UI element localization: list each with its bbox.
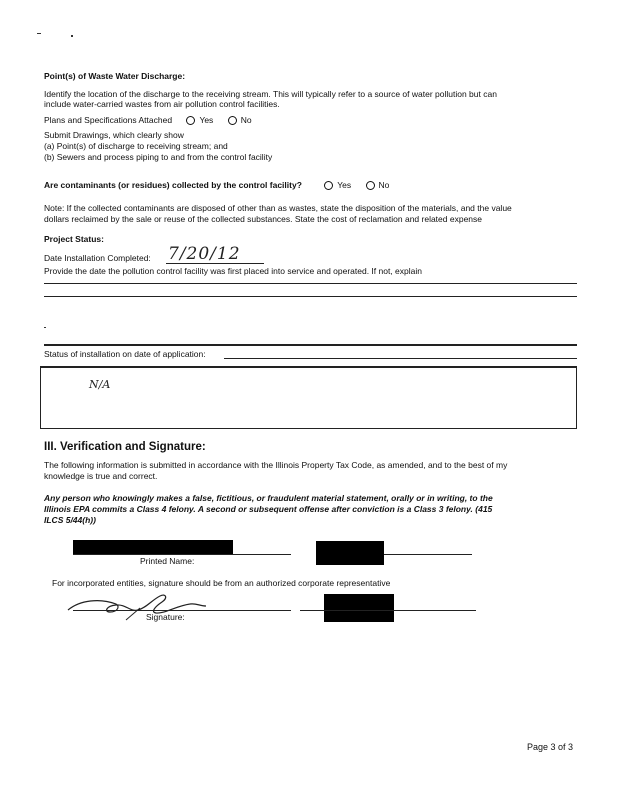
date-installation-label: Date Installation Completed: (44, 253, 151, 263)
date-redaction-1 (316, 541, 384, 565)
status-value: N/A (89, 378, 111, 391)
drawings-b: (b) Sewers and process piping to and from the control facility (44, 152, 273, 162)
drawings-intro: Submit Drawings, which clearly show (44, 130, 184, 140)
discharge-desc-line2: include water-carried wastes from air pollution control facilities. (44, 99, 280, 109)
verification-intro-line2: knowledge is true and correct. (44, 471, 158, 481)
contaminants-yes-option[interactable] (324, 180, 351, 191)
verification-intro-line1: The following information is submitted in accordance with the Illinois Property Tax Code, as amended, and to the best of my (44, 460, 508, 470)
contaminants-row (44, 180, 401, 191)
date-underline (166, 263, 264, 264)
warning-line3: ILCS 5/44(h)) (44, 515, 96, 525)
project-status-heading: Project Status: (44, 234, 104, 244)
warning-line1: Any person who knowingly makes a false, fictitious, or fraudulent material statement, orally or in writing, to the (44, 493, 493, 503)
plans-yes-option[interactable] (186, 115, 213, 126)
explain-line-3 (44, 344, 577, 346)
contaminants-note-line1: Note: If the collected contaminants are disposed of other than as wastes, state the disposition of the materials, and the value (44, 203, 512, 213)
explain-line-1 (44, 283, 577, 284)
plans-label: Plans and Specifications Attached (44, 115, 173, 125)
date-installation-value[interactable]: 7/20/12 (168, 244, 241, 264)
signature-image (60, 586, 210, 622)
discharge-desc-line1: Identify the location of the discharge to the receiving stream. This will typically refer to a source of water pollution but can (44, 89, 497, 99)
date-redaction-2 (324, 594, 394, 622)
contaminants-yes-label: Yes (337, 180, 352, 190)
warning-line2: Illinois EPA commits a Class 4 felony. A second or subsequent offense after conviction is a Class 3 felony. (415 (44, 504, 493, 514)
provide-date-text: Provide the date the pollution control facility was first placed into service and operated. If not, explain (44, 266, 422, 276)
plans-no-option[interactable] (228, 115, 252, 126)
signature-label: Signature: (146, 612, 185, 622)
contaminants-no-radio[interactable] (366, 181, 375, 190)
status-textarea[interactable] (40, 366, 577, 429)
date-line-2 (300, 610, 476, 611)
verification-heading: III. Verification and Signature: (44, 441, 206, 453)
plans-yes-radio[interactable] (186, 116, 195, 125)
contaminants-note-line2: dollars reclaimed by the sale or reuse of the collected substances. State the cost of reclamation and related expense (44, 214, 482, 224)
printed-name-redaction (73, 540, 233, 554)
contaminants-no-label: No (378, 180, 390, 190)
scan-mark (44, 327, 46, 328)
page-number: Page 3 of 3 (527, 742, 574, 752)
incorporated-note: For incorporated entities, signature should be from an authorized corporate representative (52, 578, 391, 588)
plans-no-label: No (240, 115, 252, 125)
contaminants-question: Are contaminants (or residues) collected by the control facility? (44, 180, 302, 190)
status-underline (224, 358, 577, 359)
contaminants-no-option[interactable] (366, 180, 390, 191)
scan-mark (37, 33, 41, 34)
explain-line-2 (44, 296, 577, 297)
discharge-heading: Point(s) of Waste Water Discharge: (44, 71, 186, 81)
date-line-1 (384, 554, 472, 555)
drawings-a: (a) Point(s) of discharge to receiving stream; and (44, 141, 228, 151)
contaminants-yes-radio[interactable] (324, 181, 333, 190)
printed-name-line (73, 554, 291, 555)
status-installation-label: Status of installation on date of application: (44, 349, 206, 359)
signature-line (73, 610, 291, 611)
plans-row (44, 115, 264, 126)
plans-no-radio[interactable] (228, 116, 237, 125)
printed-name-label: Printed Name: (140, 556, 195, 566)
scan-mark (71, 35, 73, 37)
plans-yes-label: Yes (199, 115, 214, 125)
